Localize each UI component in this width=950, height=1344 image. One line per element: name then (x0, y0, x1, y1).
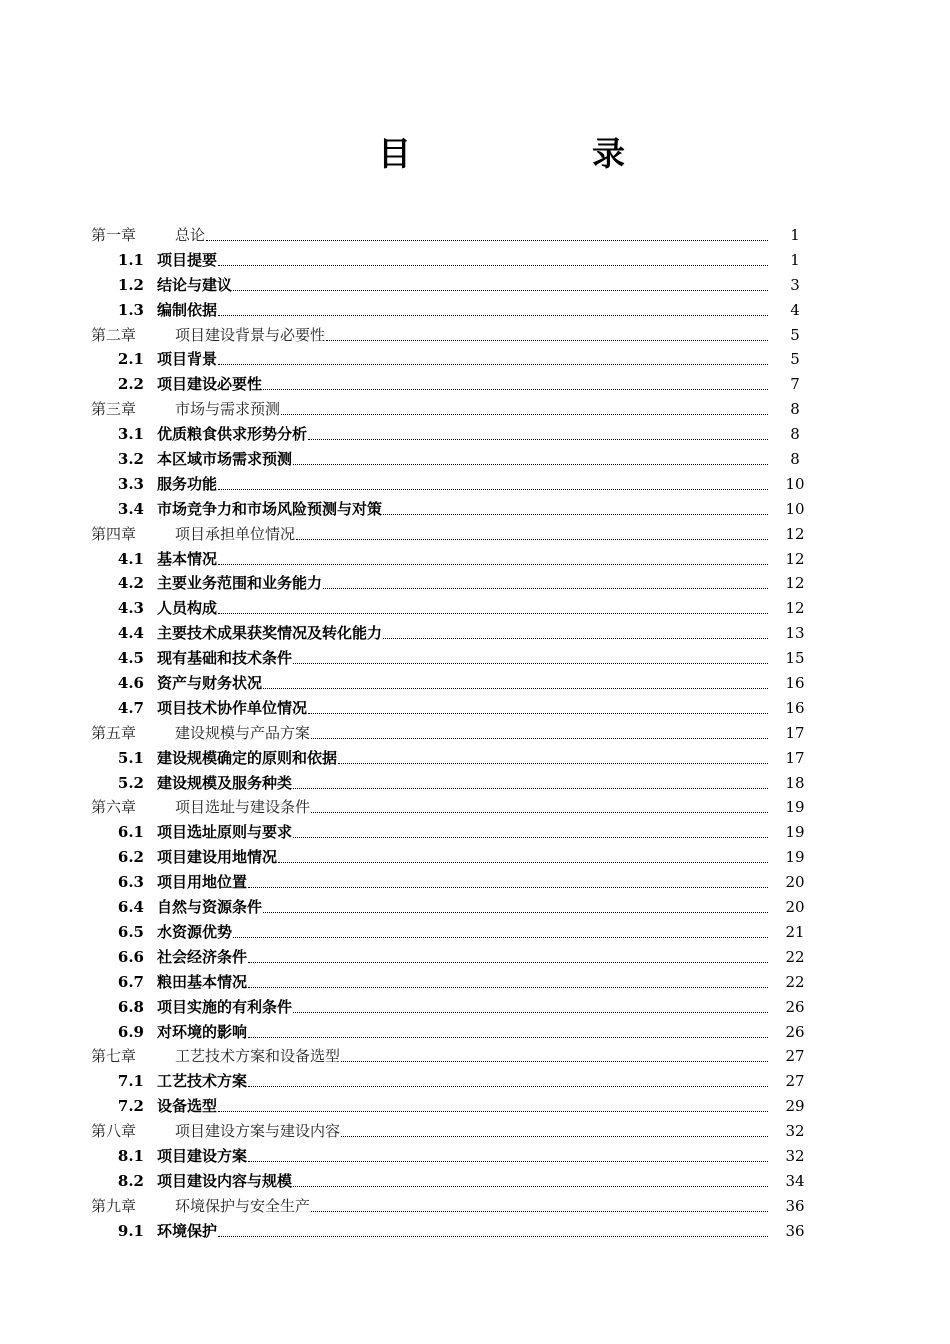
toc-entry-title: 工艺技术方案 (157, 1072, 248, 1091)
toc-page-number: 27 (785, 1047, 805, 1066)
toc-dot-leader (341, 1136, 768, 1137)
toc-dot-leader (293, 464, 768, 465)
toc-section-entry[interactable] (0, 596, 950, 621)
toc-dot-leader (296, 539, 768, 540)
toc-page-number: 29 (785, 1097, 805, 1116)
toc-entry-number: 8.2 (117, 1171, 144, 1190)
toc-section-entry[interactable] (0, 646, 950, 671)
toc-page-number: 16 (785, 698, 805, 717)
toc-dot-leader (218, 489, 768, 490)
toc-section-entry[interactable] (0, 920, 950, 945)
toc-dot-leader (206, 240, 768, 241)
toc-entry-number: 8.1 (117, 1146, 144, 1165)
toc-dot-leader (293, 1012, 768, 1013)
toc-dot-leader (281, 414, 768, 415)
toc-page-number: 8 (790, 425, 800, 444)
toc-entry-number: 9.1 (117, 1221, 144, 1240)
toc-entry-title: 人员构成 (157, 599, 218, 618)
toc-entry-number: 1.2 (117, 275, 144, 294)
toc-section-entry[interactable] (0, 298, 950, 323)
toc-page-number: 12 (785, 574, 805, 593)
toc-section-entry[interactable] (0, 248, 950, 273)
toc-section-entry[interactable] (0, 571, 950, 596)
toc-entry-number: 6.5 (117, 922, 144, 941)
toc-entry-title: 社会经济条件 (157, 947, 248, 966)
toc-entry-title: 编制依据 (157, 300, 218, 319)
toc-page-number: 19 (785, 823, 805, 842)
toc-entry-title: 水资源优势 (157, 922, 233, 941)
toc-page-number: 26 (785, 997, 805, 1016)
toc-dot-leader (278, 862, 768, 863)
toc-entry-number: 2.2 (117, 375, 144, 394)
toc-entry-title: 设备选型 (157, 1097, 218, 1116)
toc-section-entry[interactable] (0, 671, 950, 696)
toc-dot-leader (326, 340, 768, 341)
toc-section-entry[interactable] (0, 372, 950, 397)
toc-entry-title: 项目建设内容与规模 (157, 1171, 293, 1190)
toc-section-entry[interactable] (0, 1169, 950, 1194)
toc-section-entry[interactable] (0, 820, 950, 845)
toc-entry-title: 总论 (175, 226, 206, 244)
toc-entry-title: 优质粮食供求形势分析 (157, 425, 308, 444)
toc-dot-leader (383, 638, 768, 639)
toc-page-number: 32 (785, 1122, 805, 1141)
toc-dot-leader (248, 962, 768, 963)
toc-page-number: 26 (785, 1022, 805, 1041)
toc-page-number: 5 (790, 325, 800, 344)
toc-dot-leader (383, 514, 768, 515)
toc-dot-leader (308, 713, 768, 714)
toc-dot-leader (263, 389, 768, 390)
toc-entry-number: 3.1 (117, 425, 144, 444)
toc-entry-number: 第三章 (91, 400, 137, 419)
toc-section-entry[interactable] (0, 845, 950, 870)
toc-section-entry[interactable] (0, 497, 950, 522)
toc-entry-number: 3.3 (117, 474, 144, 493)
toc-chapter-entry[interactable] (0, 223, 950, 248)
toc-page-number: 12 (785, 524, 805, 543)
toc-entry-number: 6.4 (117, 898, 144, 917)
toc-page-number: 36 (785, 1196, 805, 1215)
toc-dot-leader (293, 837, 768, 838)
toc-chapter-entry[interactable] (0, 323, 950, 348)
toc-entry-number: 7.1 (117, 1072, 144, 1091)
toc-dot-leader (293, 1186, 768, 1187)
toc-chapter-entry[interactable] (0, 1044, 950, 1069)
toc-entry-number: 6.2 (117, 848, 144, 867)
toc-page-number: 7 (790, 375, 800, 394)
toc-dot-leader (233, 937, 768, 938)
toc-entry-title: 项目建设必要性 (157, 375, 263, 394)
toc-section-entry[interactable] (0, 1094, 950, 1119)
toc-entry-title: 本区域市场需求预测 (157, 450, 293, 469)
toc-entry-number: 4.6 (117, 674, 144, 693)
toc-entry-number: 第六章 (91, 798, 137, 817)
toc-entry-number: 4.4 (117, 624, 144, 643)
toc-dot-leader (248, 1161, 768, 1162)
toc-entry-number: 4.1 (117, 549, 144, 568)
toc-entry-number: 6.8 (117, 997, 144, 1016)
toc-dot-leader (218, 613, 768, 614)
toc-dot-leader (248, 1037, 768, 1038)
title-char-2: 录 (592, 134, 625, 173)
toc-page-number: 1 (790, 250, 800, 269)
toc-section-entry[interactable] (0, 970, 950, 995)
toc-page-number: 22 (785, 947, 805, 966)
toc-page-number: 1 (790, 226, 800, 244)
toc-dot-leader (263, 912, 768, 913)
toc-page-number: 19 (785, 848, 805, 867)
toc-entry-title: 主要业务范围和业务能力 (157, 574, 323, 593)
toc-entry-number: 5.2 (117, 773, 144, 792)
table-of-contents (0, 223, 950, 1244)
toc-chapter-entry[interactable] (0, 1194, 950, 1219)
toc-dot-leader (311, 1211, 768, 1212)
toc-dot-leader (308, 439, 768, 440)
toc-entry-title: 建设规模及服务种类 (157, 773, 293, 792)
toc-dot-leader (218, 265, 768, 266)
toc-dot-leader (338, 763, 768, 764)
toc-entry-number: 第五章 (91, 723, 137, 742)
title-char-1: 目 (378, 134, 411, 173)
toc-entry-number: 6.3 (117, 873, 144, 892)
toc-entry-title: 自然与资源条件 (157, 898, 263, 917)
toc-entry-title: 项目实施的有利条件 (157, 997, 293, 1016)
toc-section-entry[interactable] (0, 995, 950, 1020)
toc-page-number: 12 (785, 599, 805, 618)
toc-dot-leader (341, 1061, 768, 1062)
toc-entry-number: 3.2 (117, 450, 144, 469)
toc-page-number: 34 (785, 1171, 805, 1190)
toc-section-entry[interactable] (0, 696, 950, 721)
toc-page-number: 36 (785, 1221, 805, 1240)
toc-page-number: 5 (790, 350, 800, 369)
toc-page-number: 10 (785, 499, 805, 518)
toc-page-number: 16 (785, 674, 805, 693)
toc-entry-number: 第二章 (91, 325, 137, 344)
toc-dot-leader (218, 1236, 768, 1237)
toc-entry-title: 建设规模与产品方案 (175, 723, 311, 742)
toc-entry-number: 4.3 (117, 599, 144, 618)
toc-page-number: 3 (790, 275, 800, 294)
toc-entry-title: 项目选址原则与要求 (157, 823, 293, 842)
toc-section-entry[interactable] (0, 472, 950, 497)
toc-entry-title: 项目选址与建设条件 (175, 798, 311, 817)
toc-entry-title: 现有基础和技术条件 (157, 649, 293, 668)
toc-entry-number: 第一章 (91, 226, 137, 244)
toc-page-number: 17 (785, 723, 805, 742)
toc-entry-title: 环境保护与安全生产 (175, 1196, 311, 1215)
toc-entry-title: 项目承担单位情况 (175, 524, 296, 543)
toc-page-number: 20 (785, 898, 805, 917)
toc-dot-leader (218, 1111, 768, 1112)
toc-entry-title: 主要技术成果获奖情况及转化能力 (157, 624, 383, 643)
toc-entry-number: 1.3 (117, 300, 144, 319)
toc-dot-leader (293, 788, 768, 789)
toc-section-entry[interactable] (0, 273, 950, 298)
toc-entry-title: 项目建设方案 (157, 1146, 248, 1165)
toc-dot-leader (233, 290, 768, 291)
toc-entry-number: 3.4 (117, 499, 144, 518)
toc-entry-title: 对环境的影响 (157, 1022, 248, 1041)
toc-page-number: 13 (785, 624, 805, 643)
toc-dot-leader (218, 564, 768, 565)
toc-section-entry[interactable] (0, 895, 950, 920)
toc-entry-title: 建设规模确定的原则和依据 (157, 748, 338, 767)
toc-section-entry[interactable] (0, 1219, 950, 1244)
toc-section-entry[interactable] (0, 621, 950, 646)
toc-entry-title: 粮田基本情况 (157, 972, 248, 991)
toc-entry-title: 项目建设背景与必要性 (175, 325, 326, 344)
toc-page-number: 4 (790, 300, 800, 319)
toc-page-number: 27 (785, 1072, 805, 1091)
toc-section-entry[interactable] (0, 870, 950, 895)
toc-entry-title: 项目用地位置 (157, 873, 248, 892)
toc-entry-title: 项目技术协作单位情况 (157, 698, 308, 717)
toc-dot-leader (218, 315, 768, 316)
toc-dot-leader (293, 663, 768, 664)
toc-entry-title: 基本情况 (157, 549, 218, 568)
toc-entry-title: 市场与需求预测 (175, 400, 281, 419)
toc-page-number: 8 (790, 450, 800, 469)
toc-entry-number: 第七章 (91, 1047, 137, 1066)
toc-page-number: 12 (785, 549, 805, 568)
toc-entry-number: 5.1 (117, 748, 144, 767)
toc-entry-number: 4.7 (117, 698, 144, 717)
toc-chapter-entry[interactable] (0, 522, 950, 547)
toc-section-entry[interactable] (0, 1020, 950, 1045)
toc-entry-title: 项目建设方案与建设内容 (175, 1122, 341, 1141)
toc-page-number: 22 (785, 972, 805, 991)
toc-entry-number: 6.1 (117, 823, 144, 842)
toc-entry-title: 资产与财务状况 (157, 674, 263, 693)
toc-entry-title: 项目提要 (157, 250, 218, 269)
toc-chapter-entry[interactable] (0, 721, 950, 746)
toc-page-number: 19 (785, 798, 805, 817)
toc-dot-leader (323, 588, 768, 589)
toc-section-entry[interactable] (0, 771, 950, 796)
toc-entry-number: 1.1 (117, 250, 144, 269)
toc-entry-number: 第八章 (91, 1122, 137, 1141)
toc-page-number: 15 (785, 649, 805, 668)
toc-section-entry[interactable] (0, 547, 950, 572)
toc-section-entry[interactable] (0, 1144, 950, 1169)
toc-entry-number: 第九章 (91, 1196, 137, 1215)
toc-entry-number: 6.9 (117, 1022, 144, 1041)
toc-section-entry[interactable] (0, 746, 950, 771)
toc-chapter-entry[interactable] (0, 397, 950, 422)
toc-dot-leader (311, 812, 768, 813)
toc-section-entry[interactable] (0, 945, 950, 970)
toc-entry-title: 服务功能 (157, 474, 218, 493)
toc-entry-number: 6.6 (117, 947, 144, 966)
toc-page-number: 17 (785, 748, 805, 767)
toc-dot-leader (248, 887, 768, 888)
toc-entry-number: 7.2 (117, 1097, 144, 1116)
toc-entry-title: 市场竞争力和市场风险预测与对策 (157, 499, 383, 518)
toc-page-number: 10 (785, 474, 805, 493)
toc-page-number: 18 (785, 773, 805, 792)
toc-dot-leader (263, 688, 768, 689)
toc-page-number: 8 (790, 400, 800, 419)
toc-entry-title: 项目建设用地情况 (157, 848, 278, 867)
toc-dot-leader (218, 364, 768, 365)
toc-chapter-entry[interactable] (0, 1119, 950, 1144)
toc-entry-number: 4.2 (117, 574, 144, 593)
toc-dot-leader (248, 987, 768, 988)
toc-entry-number: 2.1 (117, 350, 144, 369)
toc-chapter-entry[interactable] (0, 795, 950, 820)
toc-section-entry[interactable] (0, 447, 950, 472)
toc-dot-leader (311, 738, 768, 739)
toc-entry-title: 环境保护 (157, 1221, 218, 1240)
toc-entry-number: 第四章 (91, 524, 137, 543)
toc-section-entry[interactable] (0, 347, 950, 372)
toc-entry-title: 结论与建议 (157, 275, 233, 294)
toc-section-entry[interactable] (0, 1069, 950, 1094)
toc-dot-leader (248, 1086, 768, 1087)
toc-page-number: 20 (785, 873, 805, 892)
toc-entry-number: 6.7 (117, 972, 144, 991)
toc-page-number: 21 (785, 922, 805, 941)
toc-section-entry[interactable] (0, 422, 950, 447)
toc-entry-title: 项目背景 (157, 350, 218, 369)
toc-entry-title: 工艺技术方案和设备选型 (175, 1047, 341, 1066)
toc-entry-number: 4.5 (117, 649, 144, 668)
toc-page-number: 32 (785, 1146, 805, 1165)
